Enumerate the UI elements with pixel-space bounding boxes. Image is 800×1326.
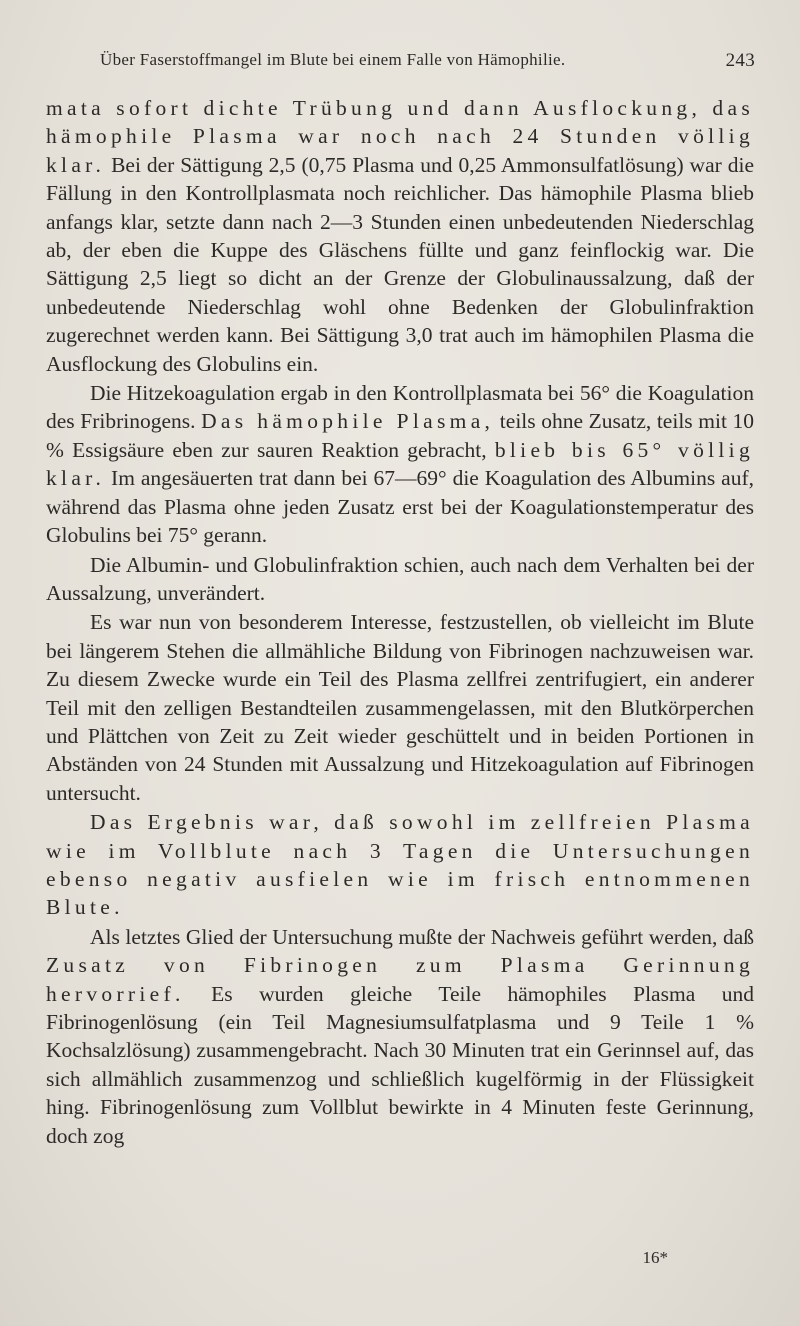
- paragraph: [46, 923, 754, 1150]
- paragraph-text: Die Albumin- und Globulinfraktion schien, auch nach dem Verhalten bei der Aussalzung, unverändert.: [46, 552, 754, 605]
- body-text: [46, 94, 754, 1150]
- paragraph-text: Bei der Sättigung 2,5 (0,75 Plasma und 0,25 Ammonsulfatlösung) war die Fällung in den Kontrollplasmata noch reichlicher. Das hämophile Plasma blieb anfangs klar, setzte dann nach 2—3 Stunden einen unbedeutenden Niederschlag ab, der eben die Kuppe des Gläschens füllte und ganz feinflockig war. Die Sättigung 2,5 liegt so dicht an der Grenze der Globulinaussalzung, daß der unbedeutende Niederschlag wohl ohne Bedenken der Globulinfraktion zugerechnet werden kann. Bei Sättigung 3,0 trat auch im hämophilen Plasma die Ausflockung des Globulins ein.: [46, 152, 754, 376]
- spaced-emphasis-text: Zusatz von Fibrinogen zum Plasma Gerinnung hervorrief.: [46, 953, 754, 1006]
- running-title: Über Faserstoffmangel im Blute bei einem Falle von Hämophilie.: [100, 50, 566, 69]
- paragraph-text: teils ohne Zusatz, teils mit 10 % Essigsäure eben zur sauren Reaktion gebracht,: [46, 409, 754, 462]
- paragraph: [46, 808, 754, 922]
- paragraph: [46, 379, 754, 549]
- paragraph-text: Als letztes Glied der Untersuchung mußte der Nachweis geführt werden, daß: [90, 924, 754, 949]
- spaced-emphasis-text: Das hämophile Plasma,: [201, 409, 495, 434]
- paragraph-text: Die Hitzekoagulation ergab in den Kontrollplasmata bei 56° die Koagulation des Fribrinogens.: [46, 381, 754, 434]
- spaced-emphasis-text: mata sofort dichte Trübung und dann Ausflockung, das hämophile Plasma war noch nach 24 Stunden völlig klar.: [46, 96, 754, 177]
- paragraph: [46, 551, 754, 608]
- signature-mark: 16*: [642, 1248, 668, 1267]
- paragraph: [46, 608, 754, 807]
- paragraph-text: Im angesäuerten trat dann bei 67—69° die Koagulation des Albumins auf, während das Plasma ohne jeden Zusatz erst bei der Koagulationstemperatur des Globulins bei 75° gerann.: [46, 466, 754, 548]
- paragraph: [46, 94, 754, 378]
- spaced-emphasis-text: Das Ergebnis war, daß sowohl im zellfreien Plasma wie im Vollblute nach 3 Tagen die Untersuchungen ebenso negativ ausfielen wie im frisch entnommenen Blute.: [46, 810, 754, 920]
- paragraph-text: Es wurden gleiche Teile hämophiles Plasma und Fibrinogenlösung (ein Teil Magnesiumsulfatplasma und 9 Teile 1 % Kochsalzlösung) zusammengebracht. Nach 30 Minuten trat ein Gerinnsel auf, das sich allmählich zusammenzog und schließlich kugelförmig in der Flüssigkeit hing. Fibrinogenlösung zum Vollblut bewirkte in 4 Minuten feste Gerinnung, doch zog: [46, 981, 754, 1148]
- page-number: 243: [725, 50, 755, 71]
- paragraph-text: Es war nun von besonderem Interesse, festzustellen, ob vielleicht im Blute bei längerem Stehen die allmähliche Bildung von Fibrinogen nachzuweisen war. Zu diesem Zwecke wurde ein Teil des Plasma zellfrei zentrifugiert, ein anderer Teil mit den zelligen Bestandteilen zusammengelassen, mit den Blutkörperchen und Plättchen von Zeit zu Zeit wieder geschüttelt und in beiden Portionen in Abständen von 24 Stunden mit Aussalzung und Hitzekoagulation auf Fibrinogen untersucht.: [46, 610, 754, 805]
- spaced-emphasis-text: blieb bis 65° völlig klar.: [46, 437, 754, 491]
